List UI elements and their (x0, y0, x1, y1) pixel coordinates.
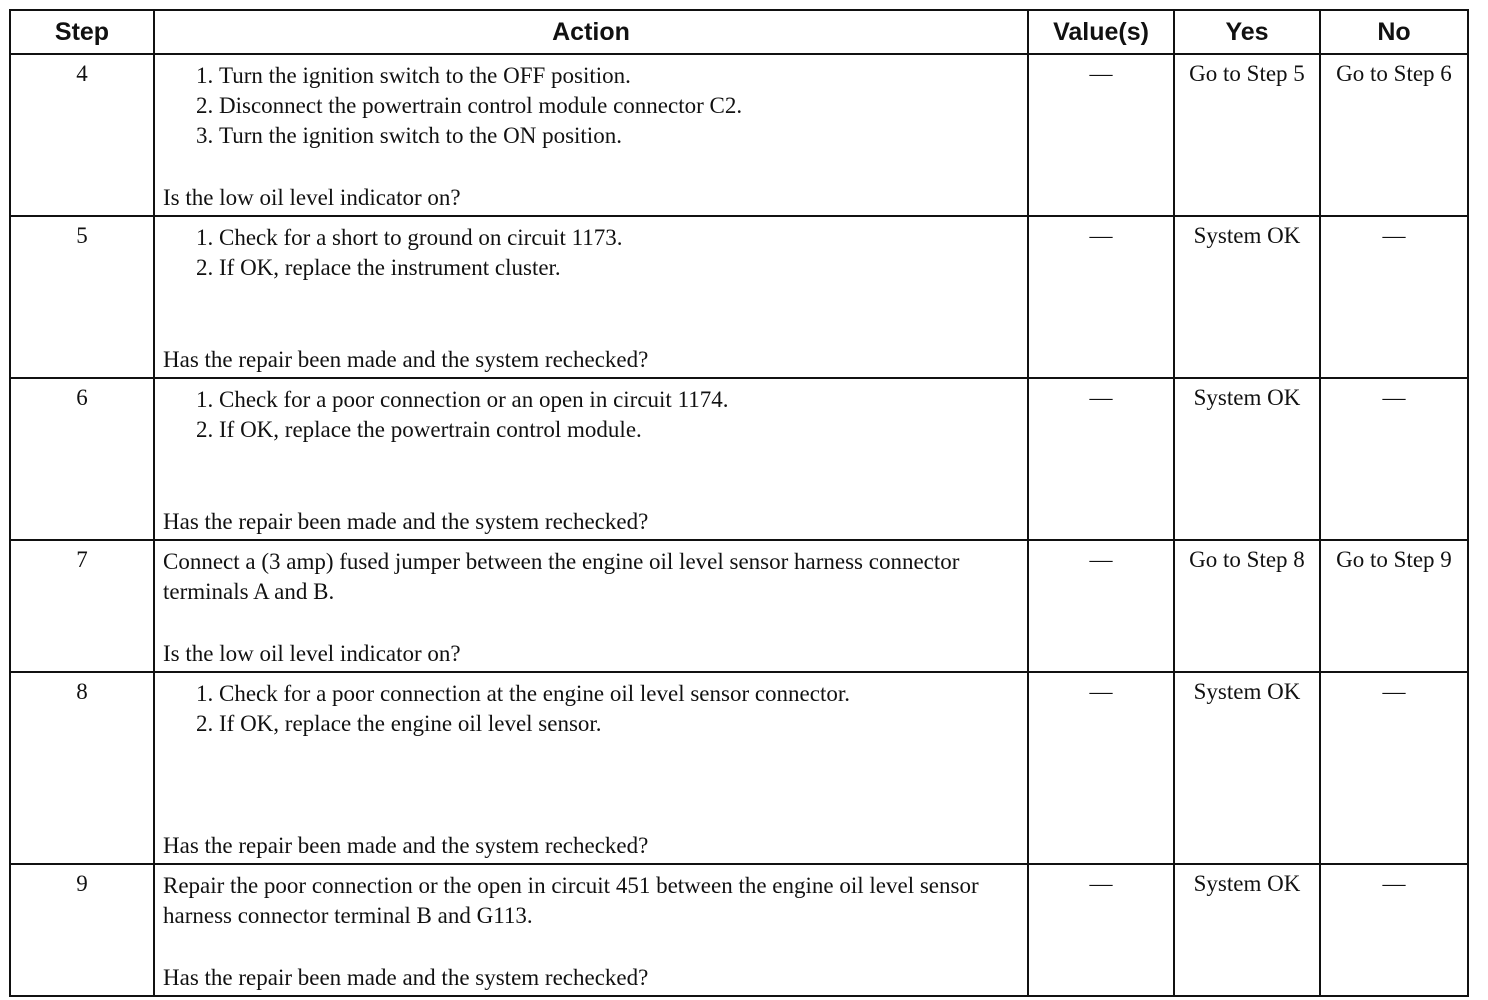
yes-cell: Go to Step 5 (1174, 54, 1320, 216)
step-number: 9 (10, 864, 154, 996)
yes-cell: System OK (1174, 216, 1320, 378)
action-step: 3. Turn the ignition switch to the ON position. (219, 121, 1019, 151)
action-cell (154, 54, 1028, 216)
header-yes: Yes (1174, 10, 1320, 54)
action-steps (163, 223, 1019, 283)
action-question: Is the low oil level indicator on? (163, 185, 461, 210)
value-cell: — (1028, 54, 1174, 216)
table-row (10, 216, 1468, 378)
yes-cell: System OK (1174, 378, 1320, 540)
step-number: 5 (10, 216, 154, 378)
action-step: 1. Check for a poor connection or an open in circuit 1174. (219, 385, 1019, 415)
value-cell: — (1028, 864, 1174, 996)
no-cell: — (1320, 378, 1468, 540)
action-steps (163, 385, 1019, 445)
value-cell: — (1028, 378, 1174, 540)
action-question: Has the repair been made and the system rechecked? (163, 509, 649, 534)
step-number: 6 (10, 378, 154, 540)
table-row (10, 672, 1468, 864)
header-action: Action (154, 10, 1028, 54)
no-cell: — (1320, 216, 1468, 378)
yes-cell: System OK (1174, 864, 1320, 996)
action-step: 2. If OK, replace the engine oil level sensor. (219, 709, 1019, 739)
action-question: Is the low oil level indicator on? (163, 641, 461, 666)
step-number: 4 (10, 54, 154, 216)
header-step: Step (10, 10, 154, 54)
action-question: Has the repair been made and the system rechecked? (163, 965, 649, 990)
action-cell (154, 216, 1028, 378)
action-step: 2. If OK, replace the instrument cluster. (219, 253, 1019, 283)
no-cell: Go to Step 9 (1320, 540, 1468, 672)
step-number: 7 (10, 540, 154, 672)
table-row (10, 864, 1468, 996)
action-cell (154, 540, 1028, 672)
action-cell (154, 378, 1028, 540)
action-text: Connect a (3 amp) fused jumper between the engine oil level sensor harness connector terminals A and B. (163, 549, 960, 604)
no-cell: — (1320, 672, 1468, 864)
action-cell (154, 864, 1028, 996)
value-cell: — (1028, 216, 1174, 378)
no-cell: — (1320, 864, 1468, 996)
table-row (10, 540, 1468, 672)
action-step: 1. Turn the ignition switch to the OFF position. (219, 61, 1019, 91)
table-row (10, 378, 1468, 540)
no-cell: Go to Step 6 (1320, 54, 1468, 216)
action-steps (163, 679, 1019, 739)
action-step: 2. Disconnect the powertrain control module connector C2. (219, 91, 1019, 121)
value-cell: — (1028, 540, 1174, 672)
action-question: Has the repair been made and the system rechecked? (163, 833, 649, 858)
header-no: No (1320, 10, 1468, 54)
value-cell: — (1028, 672, 1174, 864)
table-row (10, 54, 1468, 216)
action-step: 2. If OK, replace the powertrain control module. (219, 415, 1019, 445)
action-question: Has the repair been made and the system rechecked? (163, 347, 649, 372)
diagnostic-table (9, 9, 1469, 997)
action-cell (154, 672, 1028, 864)
action-step: 1. Check for a short to ground on circuit 1173. (219, 223, 1019, 253)
header-values: Value(s) (1028, 10, 1174, 54)
yes-cell: System OK (1174, 672, 1320, 864)
action-step: 1. Check for a poor connection at the engine oil level sensor connector. (219, 679, 1019, 709)
header-row (10, 10, 1468, 54)
action-text: Repair the poor connection or the open in circuit 451 between the engine oil level sensor harness connector terminal B and G113. (163, 873, 979, 928)
action-steps (163, 61, 1019, 151)
yes-cell: Go to Step 8 (1174, 540, 1320, 672)
step-number: 8 (10, 672, 154, 864)
